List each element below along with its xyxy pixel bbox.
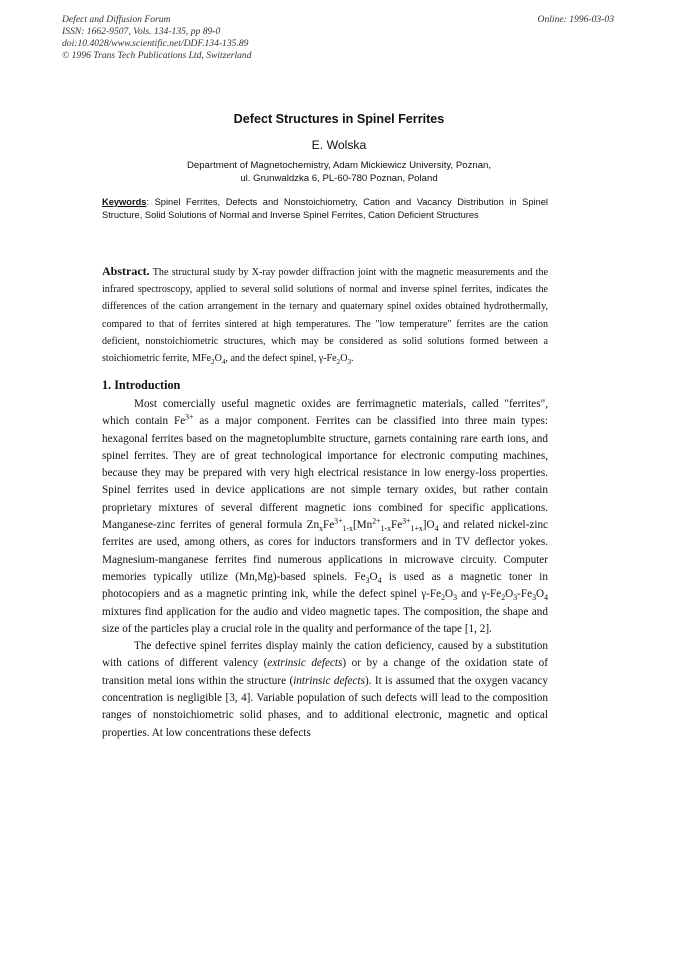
subscript: x xyxy=(319,524,323,534)
abstract-block xyxy=(102,263,548,367)
subscript: 3 xyxy=(453,593,458,603)
journal-header xyxy=(62,14,618,62)
text: as a major component. Ferrites can be classified into three main types: hexagonal ferrites based on the magnetoplumbite structure, garnets containing rare earth ions, and spinel ferrites. They are of great technological importance for electronic computing machines, because they may be prepared with very high electrical resistance in low energy-loss properties. Spinel ferrites used in device applications are not simple ternary oxides, but rather contain proprietary mixtures of several different magnetic ions combined for specific applications. Manganese-zinc ferrites of general formula Zn xyxy=(102,415,548,532)
abstract-text: The structural study by X-ray powder diffraction joint with the magnetic measurements and the infrared spectroscopy, applied to several solid solutions of normal and inverse spinel ferrites, indicates the differences of the cation arrangement in the ternary and quaternary spinel oxides obtained hydrothermally, compared to that of ferrites sintered at high temperatures. The "low temperature" ferrites are the cation deficient, nonstoichiometric structures, which may be considered as solid solutions formed between a stoichiometric ferrite, MFe xyxy=(102,267,548,365)
superscript: 2+ xyxy=(372,516,381,526)
introduction-body xyxy=(102,396,548,742)
online-date: Online: 1996-03-03 xyxy=(537,14,614,25)
text: ) or by a change of the oxidation state of transition metal ions within the structure ( xyxy=(102,657,548,687)
text: mixtures find application for the audio and video magnetic tapes. The composition, the shape and size of the particles play a crucial role in the quality and performance of the tape [1, 2]. xyxy=(102,605,548,635)
doi-line[interactable]: doi:10.4028/www.scientific.net/DDF.134-135.89 xyxy=(62,38,249,49)
superscript: 3+ xyxy=(334,516,343,526)
subscript: 2 xyxy=(441,593,445,603)
text: is used as a magnetic toner in photocopiers and as a magnetic printing ink, while the defect spinel γ-Fe xyxy=(102,570,548,601)
text: -Fe xyxy=(517,588,533,601)
abstract-label: Abstract. xyxy=(102,264,150,278)
journal-name: Defect and Diffusion Forum xyxy=(62,14,171,25)
text: O xyxy=(445,588,454,601)
affiliation xyxy=(0,159,678,185)
issn-line: ISSN: 1662-9507, Vols. 134-135, pp 89-0 xyxy=(62,26,221,37)
subscript: 3 xyxy=(532,593,536,603)
subscript: 4 xyxy=(544,593,548,603)
intro-paragraph-1 xyxy=(102,396,548,638)
scan-speck xyxy=(383,855,384,856)
text: Fe xyxy=(391,519,403,532)
subscript: 4 xyxy=(434,524,439,534)
text: The defective spinel ferrites display mainly the cation deficiency, caused by a substitution with cations of different valency ( xyxy=(102,640,548,670)
abstract-text: O xyxy=(214,353,222,365)
subscript: 2 xyxy=(501,593,506,603)
abstract-text: , and the defect spinel, γ-Fe xyxy=(225,353,337,365)
subscript: 2 xyxy=(336,358,341,367)
paper-title: Defect Structures in Spinel Ferrites xyxy=(233,112,445,126)
superscript: 3+ xyxy=(402,516,411,526)
abstract-text: . xyxy=(351,353,354,365)
affiliation-line-2: ul. Grunwaldzka 6, PL-60-780 Poznan, Poland xyxy=(240,173,438,184)
text: Most comercially useful magnetic oxides are ferrimagnetic materials, called "ferrites", which contain Fe xyxy=(102,398,548,428)
copyright-line: © 1996 Trans Tech Publications Ltd, Switzerland xyxy=(62,50,252,61)
affiliation-line-1: Department of Magnetochemistry, Adam Mickiewicz University, Poznan, xyxy=(186,160,492,171)
keywords-text: : Spinel Ferrites, Defects and Nonstoichiometry, Cation and Vacancy Distribution in Spinel Structure, Solid Solutions of Normal and Inverse Spinel Ferrites, Cation Deficient Structures xyxy=(102,197,548,220)
subscript: 3 xyxy=(347,358,352,367)
text: and γ-Fe xyxy=(457,588,502,601)
emphasis: intrinsic defects xyxy=(293,674,365,687)
subscript: 3 xyxy=(513,593,518,603)
subscript: 1+x xyxy=(410,524,423,534)
section-heading: 1. Introduction xyxy=(102,378,181,392)
text: O xyxy=(505,588,514,601)
intro-paragraph-2 xyxy=(102,638,548,742)
text: O xyxy=(369,570,378,583)
subscript: 4 xyxy=(221,358,226,367)
keywords-block xyxy=(102,196,548,221)
text: O xyxy=(535,588,545,601)
subscript: 1-x xyxy=(380,524,392,534)
keywords-label: Keywords xyxy=(102,197,147,207)
text: ). It is assumed that the oxygen vacancy concentration is negligible [3, 4]. Variable population of such defects will lead to the composition ranges of nonstoichiometric solid phases, and to additional electronic, magnetic and optical properties. At low concentrations these defects xyxy=(102,674,548,739)
subscript: 4 xyxy=(377,576,382,586)
abstract-text: O xyxy=(340,353,348,365)
superscript: 3+ xyxy=(185,412,194,422)
text: and related nickel-zinc ferrites are used, among others, as cores for inductors transformers and in TV deflector yokes. Magnesium-manganese ferrites find numerous applications in microwave circuity. Computer memories typically utilize (Mn,Mg)-based spinels. Fe xyxy=(102,519,549,583)
subscript: 2 xyxy=(211,358,215,367)
text: [Mn xyxy=(352,519,373,532)
text: Fe xyxy=(322,519,335,532)
subscript: 3 xyxy=(365,576,370,586)
emphasis: extrinsic defects xyxy=(267,657,343,670)
subscript: 1-x xyxy=(342,524,353,534)
text: ]O xyxy=(422,519,435,532)
author-name: E. Wolska xyxy=(311,138,367,152)
